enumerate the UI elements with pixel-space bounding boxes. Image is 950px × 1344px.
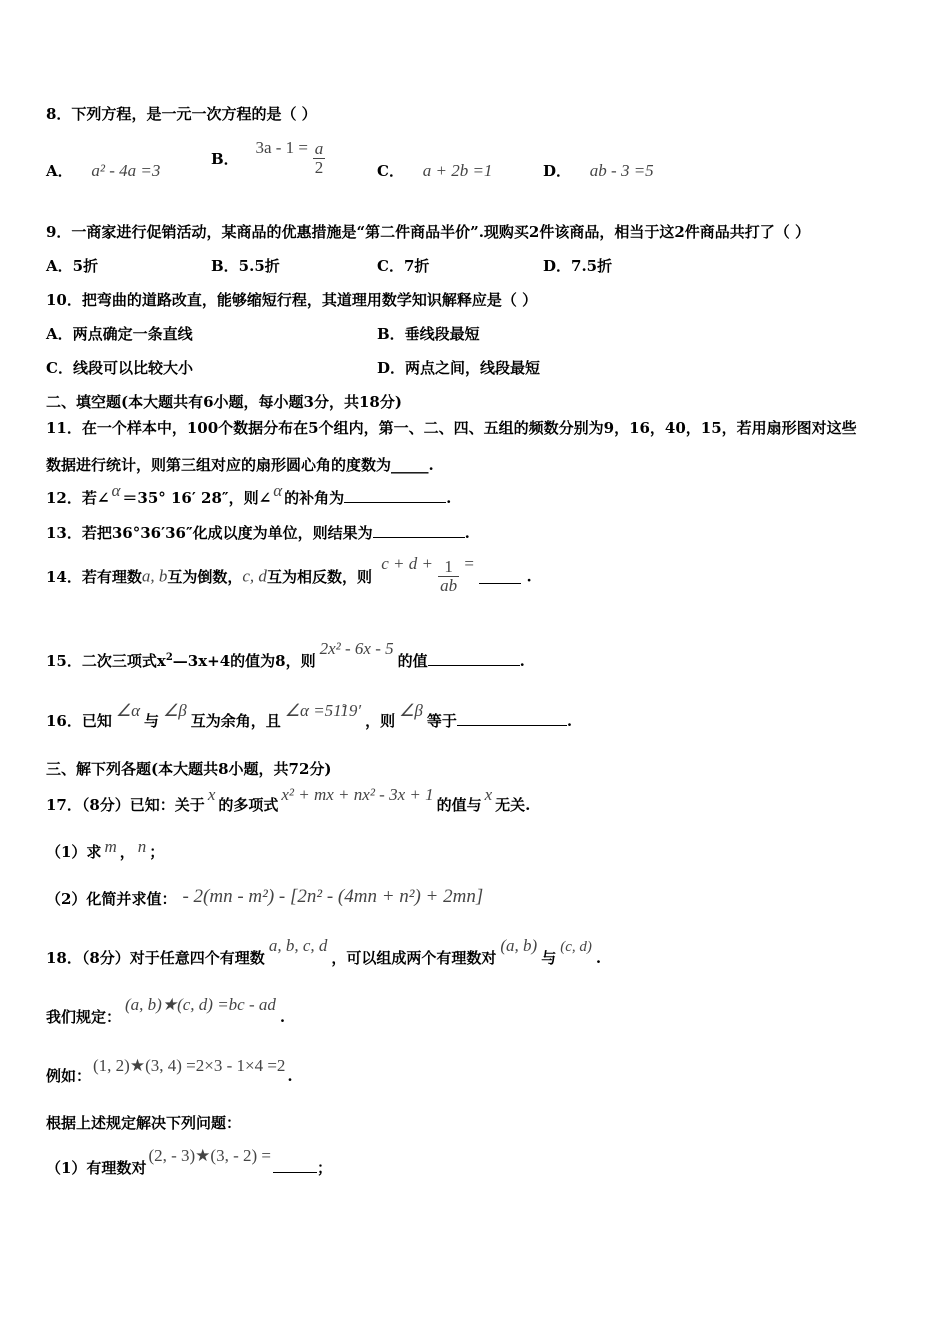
q12-text-1: 12．若∠ (46, 489, 110, 507)
option-expr: a² - 4a =3 (91, 161, 161, 180)
q17-text-4: 无关. (495, 796, 531, 814)
q18-rule (46, 995, 286, 1027)
q18-part-1-end: ； (317, 1159, 333, 1177)
q17-text-1: 17．（8分）已知：关于 (46, 796, 205, 814)
q17-polynomial: x² + mx + nx² - 3x + 1 (281, 785, 434, 804)
q10-option-c: C．线段可以比较大小 (46, 359, 193, 377)
q14-text-2: 互为倒数， (167, 567, 243, 586)
superscript: 2 (165, 652, 173, 663)
fraction-denominator: ab (440, 575, 458, 595)
answer-blank[interactable] (457, 711, 567, 726)
q8-stem: 8．下列方程，是一元一次方程的是（ ） (46, 105, 317, 123)
q14-expr: c + d + (381, 554, 433, 574)
q18-text-3: 与 (541, 949, 557, 967)
q9-stem: 9．一商家进行促销活动，某商品的优惠措施是“第二件商品半价”.现购买2件该商品，相当于这2件商品共打了（ ） (46, 223, 811, 241)
fraction-numerator: 1 (438, 558, 459, 577)
fraction (438, 558, 459, 595)
q16-expr: ∠α =51̊19′ (284, 701, 362, 720)
q9-option-b: B．5.5折 (211, 257, 280, 275)
answer-blank[interactable] (479, 569, 521, 584)
q18-text-4: . (595, 949, 602, 967)
option-expr: 3a - 1 = (255, 138, 309, 158)
alpha-symbol: α (111, 481, 121, 500)
q18-instructions: 根据上述规定解决下列问题： (46, 1114, 242, 1132)
q17 (46, 785, 531, 815)
q10-option-b: B．垂线段最短 (377, 325, 480, 343)
q17-text-3: 的值与 (436, 796, 482, 814)
var-m: m (104, 837, 117, 856)
var-n: n (137, 837, 147, 856)
q12-text-2: ＝35° 16′ 28″，则∠ (122, 489, 272, 507)
q18-example (46, 1056, 293, 1086)
angle-beta: ∠β (399, 701, 423, 720)
q18-example-expr: (1, 2)★(3, 4) =2×3 - 1×4 =2 (93, 1056, 286, 1075)
q18-rule-end: . (279, 1008, 286, 1026)
alpha-symbol: α (273, 481, 283, 500)
option-label: D． (543, 162, 572, 180)
fraction-denominator: 2 (314, 157, 324, 177)
option-label: C． (377, 162, 404, 180)
q17-part-1 (46, 837, 165, 862)
q13-end: . (464, 524, 470, 542)
q10-option-d: D．两点之间，线段最短 (377, 359, 541, 377)
q18 (46, 936, 602, 968)
q8-option-b (211, 140, 325, 177)
q12-text-3: 的补角为 (284, 489, 345, 507)
q15 (46, 639, 525, 671)
q15-text-3: 的值 (397, 652, 428, 670)
fraction-numerator: a (314, 139, 324, 158)
var-x: x (484, 785, 493, 804)
q17-part-1-end: ； (149, 843, 165, 861)
q18-part-1-expr: (2, - 3)★(3, - 2) = (148, 1146, 271, 1165)
q13 (46, 522, 470, 543)
q16-text-2: 与 (144, 712, 160, 730)
q16 (46, 701, 573, 731)
q15-end: . (519, 652, 525, 670)
var-ab: a, b (141, 566, 168, 586)
q12-end: . (446, 489, 452, 507)
q14 (46, 554, 532, 595)
q17-text-2: 的多项式 (218, 796, 279, 814)
var-abcd: a, b, c, d (268, 936, 328, 955)
fraction (313, 140, 326, 177)
q11-line-2: 数据进行统计，则第三组对应的扇形圆心角的度数为_____. (46, 456, 434, 474)
q18-example-end: . (287, 1067, 293, 1085)
q18-text-1: 18．（8分）对于任意四个有理数 (46, 949, 265, 967)
q17-part-2-label: （2）化简并求值： (46, 890, 177, 908)
q18-rule-expr: (a, b)★(c, d) =bc - ad (125, 995, 276, 1014)
q8-option-c (377, 160, 492, 181)
answer-blank[interactable] (273, 1158, 317, 1173)
q17-part-2-expr: - 2(mn - m²) - [2n² - (4mn + n²) + 2mn] (182, 886, 484, 907)
q9-option-d: D．7.5折 (543, 257, 613, 275)
q10-option-a: A．两点确定一条直线 (46, 325, 193, 343)
q15-text-1: 15．二次三项式x (46, 652, 166, 670)
section-3-heading: 三、解下列各题(本大题共8小题，共72分) (46, 760, 332, 778)
q12 (46, 481, 452, 508)
pair-cd: (c, d) (560, 939, 592, 955)
var-cd: c, d (242, 566, 267, 586)
q14-end: . (526, 567, 532, 586)
q10-stem: 10．把弯曲的道路改直，能够缩短行程，其道理用数学知识解释应是（ ） (46, 291, 538, 309)
q8-option-a (46, 160, 160, 181)
answer-blank[interactable] (428, 651, 520, 666)
q16-end: . (566, 712, 573, 730)
option-label: B． (211, 149, 239, 168)
q8-option-d (543, 160, 654, 181)
option-expr: a + 2b =1 (422, 161, 493, 180)
q18-part-1-label: （1）有理数对 (46, 1159, 147, 1177)
angle-beta: ∠β (163, 701, 187, 720)
section-2-heading: 二、填空题(本大题共有6小题，每小题3分，共18分) (46, 393, 402, 411)
comma: ， (119, 843, 135, 861)
answer-blank[interactable] (373, 523, 465, 538)
q18-example-label: 例如： (46, 1067, 92, 1085)
answer-blank[interactable] (344, 488, 446, 503)
q9-option-a: A．5折 (46, 257, 99, 275)
option-expr: ab - 3 =5 (589, 161, 654, 180)
q13-text: 13．若把36°36′36″化成以度为单位，则结果为 (46, 524, 373, 542)
q14-text-1: 14．若有理数 (46, 567, 142, 586)
q18-rule-label: 我们规定： (46, 1008, 122, 1026)
option-label: A． (46, 162, 73, 180)
q16-text-4: ，则 (365, 712, 396, 730)
q18-text-2: ，可以组成两个有理数对 (331, 949, 497, 967)
q17-part-2 (46, 888, 483, 910)
q14-text-3: 互为相反数，则 (266, 567, 372, 586)
q16-text-1: 16．已知 (46, 712, 112, 730)
q18-part-1 (46, 1146, 333, 1178)
q9-option-c: C．7折 (377, 257, 430, 275)
q11-line-1: 11．在一个样本中，100个数据分布在5个组内，第一、二、四、五组的频数分别为9，16，40，15，若用扇形图对这些 (46, 419, 857, 437)
angle-alpha: ∠α (115, 701, 141, 720)
q16-text-5: 等于 (426, 712, 457, 730)
var-x: x (207, 785, 216, 804)
pair-ab: (a, b) (500, 936, 538, 955)
q15-text-2: —3x+4的值为8，则 (172, 652, 316, 670)
q17-part-1-label: （1）求 (46, 843, 102, 861)
equals-sign: = (464, 554, 474, 574)
q15-expr: 2x² - 6x - 5 (319, 639, 394, 658)
q16-text-3: 互为余角，且 (190, 712, 281, 730)
